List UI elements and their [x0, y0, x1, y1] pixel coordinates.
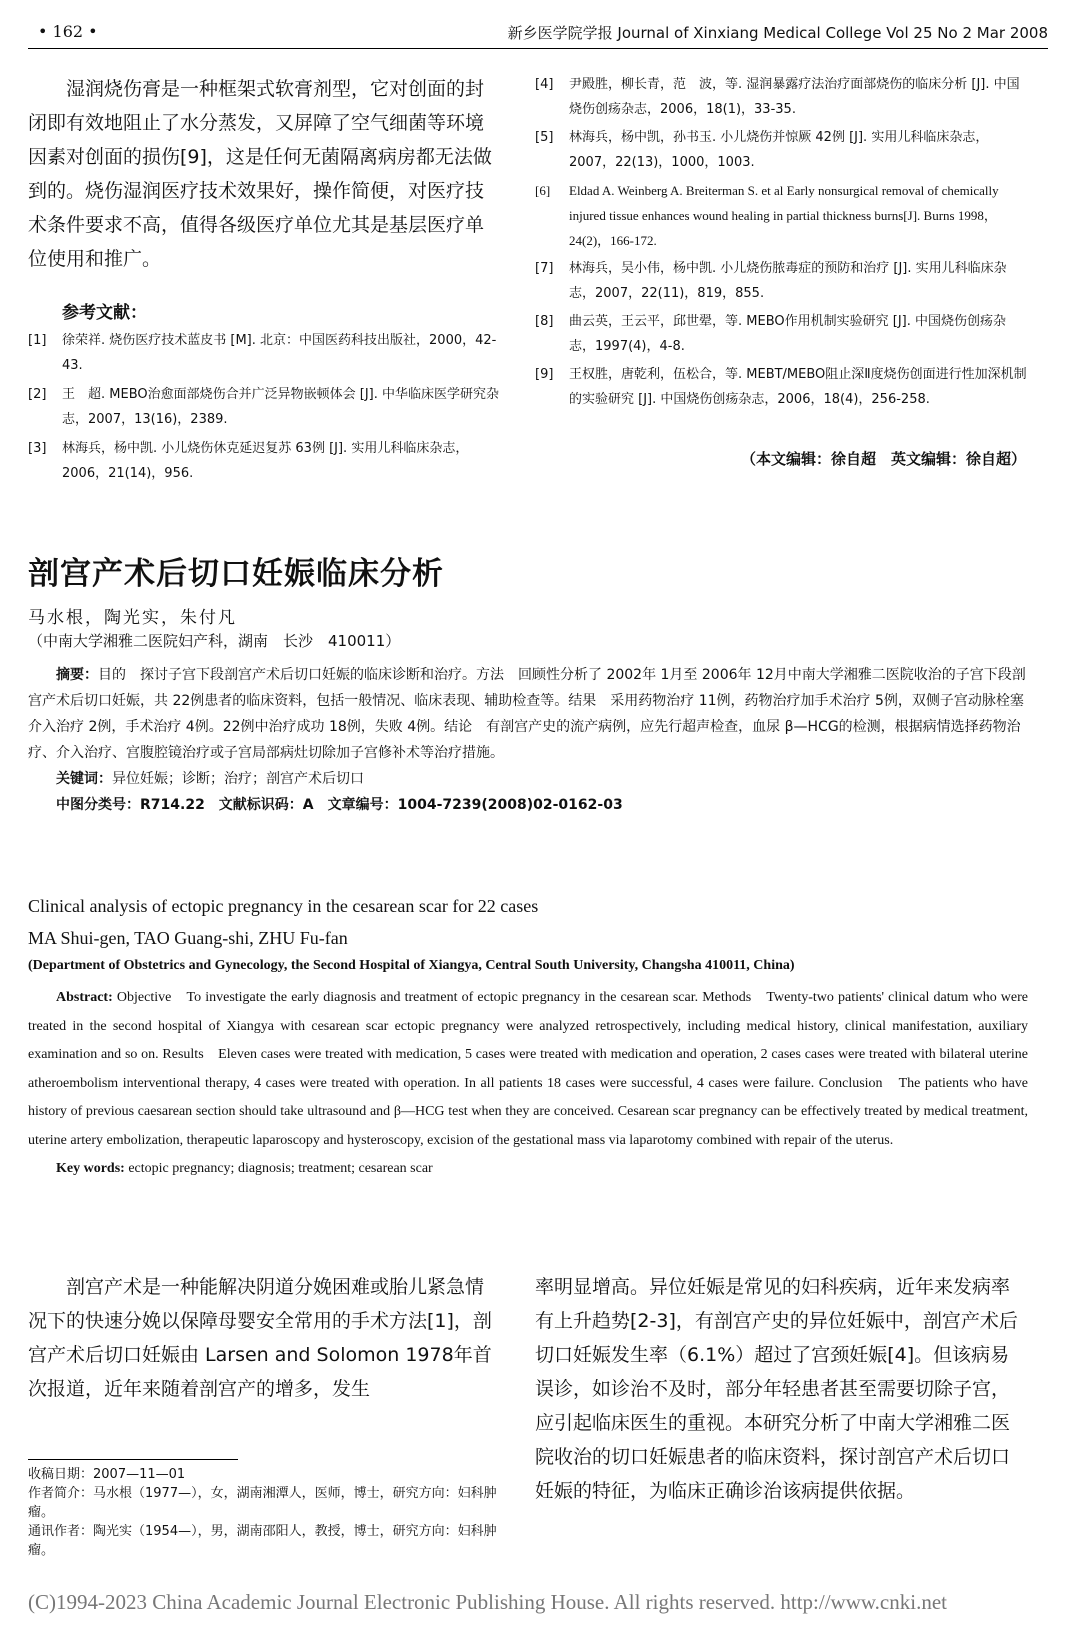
keywords-label: 关键词：	[56, 771, 112, 787]
conclusion-paragraph: 湿润烧伤膏是一种框架式软膏剂型，它对创面的封闭即有效地阻止了水分蒸发，又屏障了空气细菌等环境因素对创面的损伤[9]，这是任何无菌隔离病房都无法做到的。烧伤湿润医疗技术效果好，操作简便，对医疗技术条件要求不高，值得各级医疗单位尤其是基层医疗单位使用和推广。	[28, 78, 492, 270]
english-keywords-label: Key words:	[56, 1161, 125, 1176]
abstract-label: 摘要：	[56, 667, 98, 683]
journal-header: 新乡医学院学报 Journal of Xinxiang Medical College Vol 25 No 2 Mar 2008	[507, 24, 1048, 42]
english-abstract	[28, 984, 1028, 1184]
reference-item	[535, 256, 1027, 306]
english-keywords-text: ectopic pregnancy; diagnosis; treatment; cesarean scar	[128, 1161, 433, 1176]
keywords-text: 异位妊娠；诊断；治疗；剖宫产术后切口	[112, 771, 364, 787]
reference-number: [9]	[535, 367, 554, 382]
article-affiliation: （中南大学湘雅二医院妇产科，湖南 长沙 410011）	[28, 632, 401, 650]
reference-number: [4]	[535, 77, 554, 92]
references-left	[28, 328, 500, 486]
english-affiliation: (Department of Obstetrics and Gynecology, the Second Hospital of Xiangya, Central South University, Changsha 410011, China)	[28, 958, 795, 973]
classification-line: 中图分类号：R714.22 文献标识码：A 文章编号：1004-7239(2008)02-0162-03	[56, 797, 623, 813]
reference-text: 曲云英，王云平，邱世翚，等. MEBO作用机制实验研究 [J]. 中国烧伤创疡杂志，1997(4)，4-8.	[569, 314, 1006, 354]
reference-number: [8]	[535, 314, 554, 329]
reference-number: [5]	[535, 130, 554, 145]
reference-item	[535, 309, 1027, 359]
reference-text: 林海兵，吴小伟，杨中凯. 小儿烧伤脓毒症的预防和治疗 [J]. 实用儿科临床杂志，2007，22(11)，819，855.	[569, 261, 1007, 301]
reference-text: 林海兵，杨中凯，孙书玉. 小儿烧伤并惊厥 42例 [J]. 实用儿科临床杂志，2007，22(13)，1000，1003.	[569, 130, 989, 170]
abstract-text: 目的 探讨子宫下段剖宫产术后切口妊娠的临床诊断和治疗。方法 回顾性分析了 2002年 1月至 2006年 12月中南大学湘雅二医院收治的子宫下段剖宫产术后切口妊娠，共 22例患者的临床资料，包括一般情况、临床表现、辅助检查等。结果 采用药物治疗 11例，药物治疗加手术治疗 5例，双侧子宫动脉栓塞介入治疗 2例，手术治疗 4例。22例中治疗成功 18例，失败 4例。结论 有剖宫产史的流产病例，应先行超声检查，血尿 β—HCG的检测，根据病情选择药物治疗、介入治疗、宫腹腔镜治疗或子宫局部病灶切除加子宫修补术等治疗措施。	[28, 667, 1026, 761]
reference-item	[535, 362, 1027, 412]
english-abstract-text: Objective To investigate the early diagnosis and treatment of ectopic pregnancy in the cesarean scar. Methods Twenty-two patients' clinical datum who were treated in the second hospital of Xiangya with cesarean scar ectopic pregnancy were analyzed retrospectively, including medical history, clinical manifestation, auxiliary examination and so on. Results Eleven cases were treated with medication, 5 cases were treated with medication and operation, 2 cases cases were treated with bilateral uterine atheroembolism interventional therapy, 4 cases were treated with operation. In all patients 18 cases were successful, 4 cases were failure. Conclusion The patients who have history of previous caesarean section should take ultrasound and β—HCG test when they are conceived. Cesarean scar pregnancy can be effectively treated by medical treatment, uterine artery embolization, therapeutic laparoscopy and hysteroscopy, excision of the gestational mass via laparotomy combined with repair of the uterus.	[28, 990, 1029, 1148]
chinese-abstract	[28, 662, 1028, 818]
reference-text: Eldad A. Weinberg A. Breiterman S. et al Early nonsurgical removal of chemically injured tissue enhances wound healing in partial thickness burns[J]. Burns 1998，24(2)，166-172.	[569, 183, 999, 248]
reference-item	[535, 125, 1027, 175]
previous-article-conclusion	[28, 72, 498, 276]
reference-number: [3]	[28, 441, 47, 456]
references-heading: 参考文献：	[62, 303, 147, 323]
footnote-received: 收稿日期：2007—11—01	[28, 1467, 186, 1482]
footnote-rule	[28, 1459, 238, 1460]
copyright-watermark: (C)1994-2023 China Academic Journal Electronic Publishing House. All rights reserved. http://www.cnki.net	[28, 1590, 947, 1614]
page-header	[28, 22, 1048, 54]
references-right	[535, 72, 1027, 412]
article-title: 剖宫产术后切口妊娠临床分析	[28, 556, 444, 592]
reference-item	[28, 382, 500, 432]
reference-item	[28, 436, 500, 486]
page-number: • 162 •	[38, 22, 98, 41]
footnote-author-intro: 作者简介：马水根（1977—），女，湖南湘潭人，医师，博士，研究方向：妇科肿瘤。	[28, 1486, 497, 1520]
intro-paragraph-right: 率明显增高。异位妊娠是常见的妇科疾病，近年来发病率有上升趋势[2-3]，有剖宫产史的异位妊娠中，剖宫产术后切口妊娠发生率（6.1%）超过了宫颈妊娠[4]。但该病易误诊，如诊治不及时，部分年轻患者甚至需要切除子宫，应引起临床医生的重视。本研究分析了中南大学湘雅二医院收治的切口妊娠患者的临床资料，探讨剖宫产术后切口妊娠的特征，为临床正确诊治该病提供依据。	[535, 1276, 1018, 1502]
article-authors: 马水根，陶光实，朱付凡	[28, 608, 237, 628]
reference-number: [1]	[28, 333, 47, 348]
body-left-column	[28, 1270, 498, 1406]
body-right-column	[535, 1270, 1027, 1508]
reference-number: [2]	[28, 387, 47, 402]
reference-number: [6]	[535, 183, 551, 198]
english-abstract-label: Abstract:	[56, 990, 113, 1005]
reference-text: 徐荣祥. 烧伤医疗技术蓝皮书 [M]. 北京：中国医药科技出版社，2000，42-43.	[62, 333, 497, 373]
english-authors: MA Shui-gen, TAO Guang-shi, ZHU Fu-fan	[28, 928, 348, 948]
reference-item	[28, 328, 500, 378]
reference-item	[535, 178, 1027, 253]
english-title: Clinical analysis of ectopic pregnancy in the cesarean scar for 22 cases	[28, 896, 539, 916]
editor-note: （本文编辑：徐自超 英文编辑：徐自超）	[740, 450, 1026, 468]
footnotes	[28, 1465, 500, 1560]
reference-text: 林海兵，杨中凯. 小儿烧伤休克延迟复苏 63例 [J]. 实用儿科临床杂志，2006，21(14)，956.	[62, 441, 469, 481]
reference-text: 王 超. MEBO治愈面部烧伤合并广泛异物嵌顿体会 [J]. 中华临床医学研究杂志，2007，13(16)，2389.	[62, 387, 499, 427]
reference-item	[535, 72, 1027, 122]
footnote-correspondence: 通讯作者：陶光实（1954—），男，湖南邵阳人，教授，博士，研究方向：妇科肿瘤。	[28, 1524, 497, 1558]
reference-text: 尹殿胜，柳长青，范 波，等. 湿润暴露疗法治疗面部烧伤的临床分析 [J]. 中国烧伤创疡杂志，2006，18(1)，33-35.	[569, 77, 1020, 117]
header-rule	[28, 48, 1048, 49]
intro-paragraph-left: 剖宫产术是一种能解决阴道分娩困难或胎儿紧急情况下的快速分娩以保障母婴安全常用的手术方法[1]，剖宫产术后切口妊娠由 Larsen and Solomon 1978年首次报道，近年来随着剖宫产的增多，发生	[28, 1276, 492, 1400]
reference-number: [7]	[535, 261, 554, 276]
reference-text: 王权胜，唐乾利，伍松合，等. MEBT/MEBO阻止深Ⅱ度烧伤创面进行性加深机制的实验研究 [J]. 中国烧伤创疡杂志，2006，18(4)，256-258.	[569, 367, 1027, 407]
